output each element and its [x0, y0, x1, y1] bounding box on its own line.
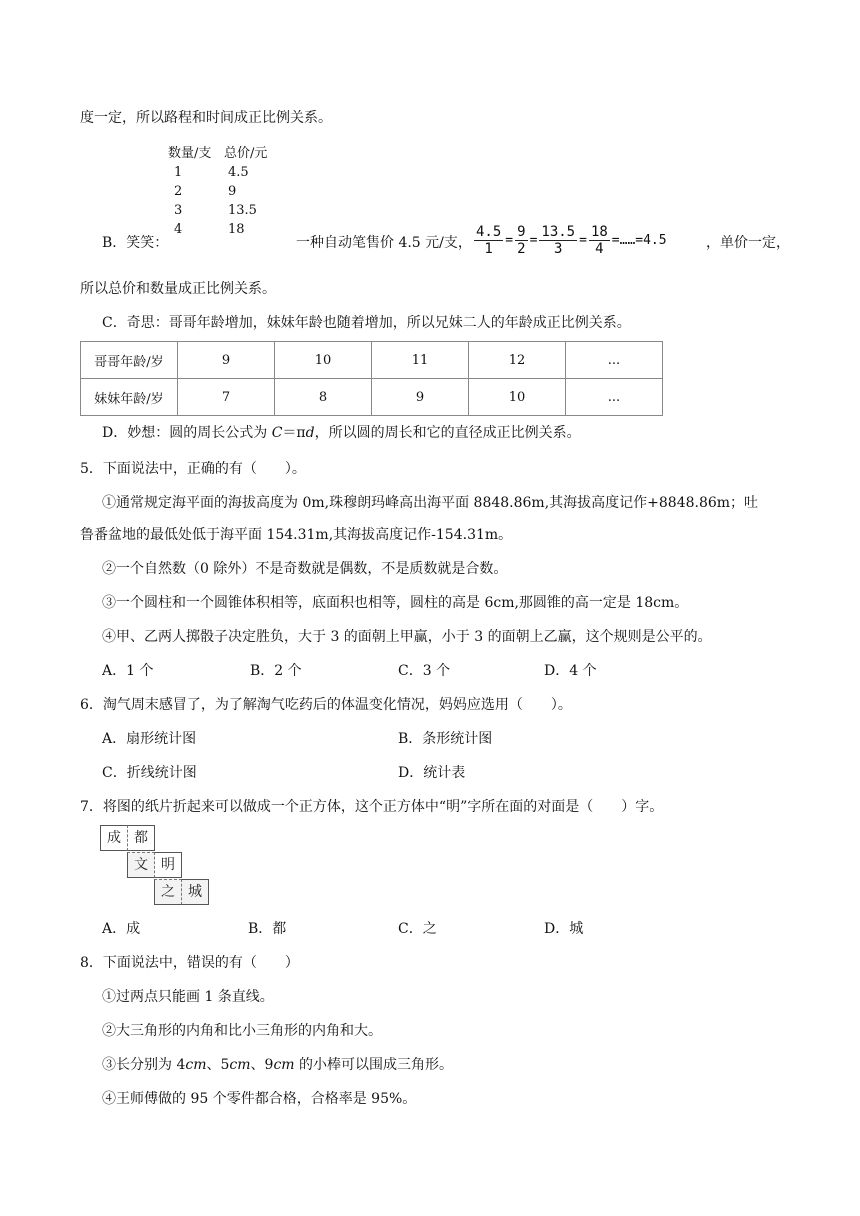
table-cell: 妹妹年龄/岁	[81, 379, 178, 416]
q8-statement-2: ②大三角形的内角和比小三角形的内角和大。	[102, 1023, 382, 1039]
q7-option-c[interactable]: C．之	[398, 921, 437, 937]
price-table-header: 总价/元	[224, 146, 268, 161]
net-face: 明	[154, 852, 182, 878]
question-7-stem: 7．将图的纸片折起来可以做成一个正方体，这个正方体中“明”字所在面的对面是（ ）字。	[80, 799, 664, 815]
net-face: 文	[127, 852, 155, 878]
price-table-cell: 4	[174, 222, 183, 237]
cube-net-figure	[100, 825, 216, 907]
q5-statement-2: ②一个自然数（0 除外）不是奇数就是偶数，不是质数就是合数。	[102, 561, 508, 577]
option-b-prefix: B．笑笑：	[102, 235, 169, 251]
q5-option-b[interactable]: B．2 个	[250, 663, 302, 679]
table-cell: ...	[566, 379, 663, 416]
fraction-chain: $\frac{4.5}{1}$ = $\frac{9}{2}$ = $\frac{13.5}{3}$ = $\frac{18}{4}$ =……=4.5	[476, 224, 667, 257]
option-d-text: D．妙想：圆的周长公式为 C＝πd，所以圆的周长和它的直径成正比例关系。	[102, 425, 581, 441]
price-table-cell: 3	[174, 203, 183, 218]
price-table-header: 数量/支	[168, 146, 212, 161]
price-table	[168, 144, 292, 239]
net-face: 都	[127, 825, 155, 851]
price-table-cell: 2	[174, 184, 183, 199]
fraction-chain-tail: =……=4.5	[611, 233, 667, 248]
age-table	[80, 341, 663, 416]
price-table-cell: 1	[174, 165, 183, 180]
price-table-cell: 4.5	[228, 165, 249, 180]
price-table-cell: 13.5	[228, 203, 257, 218]
table-row	[81, 379, 663, 416]
price-table-cell: 18	[228, 222, 245, 237]
table-cell: 12	[469, 342, 566, 379]
question-5-stem: 5．下面说法中，正确的有（ ）。	[80, 461, 306, 477]
q5-statement-1: ①通常规定海平面的海拔高度为 0m,珠穆朗玛峰高出海平面 8848.86m,其海拔高度记作+8848.86m；吐	[102, 495, 759, 511]
q6-option-b[interactable]: B．条形统计图	[398, 731, 493, 747]
q5-option-a[interactable]: A．1 个	[102, 663, 154, 679]
price-table-cell: 9	[228, 184, 237, 199]
option-c-text: C．奇思：哥哥年龄增加，妹妹年龄也随着增加，所以兄妹二人的年龄成正比例关系。	[102, 315, 631, 331]
table-cell: 哥哥年龄/岁	[81, 342, 178, 379]
q5-statement-1-cont: 鲁番盆地的最低处低于海平面 154.31m,其海拔高度记作-154.31m。	[80, 527, 513, 543]
q8-statement-4: ④王师傅做的 95 个零件都合格，合格率是 95%。	[102, 1091, 417, 1107]
q8-statement-3: ③长分别为 4cm、5cm、9cm 的小棒可以围成三角形。	[102, 1057, 454, 1073]
table-cell: 11	[372, 342, 469, 379]
question-6-stem: 6．淘气周末感冒了，为了解淘气吃药后的体温变化情况，妈妈应选用（ ）。	[80, 697, 572, 713]
carryover-line: 度一定，所以路程和时间成正比例关系。	[80, 110, 332, 126]
q5-option-c[interactable]: C．3 个	[398, 663, 451, 679]
table-cell: 10	[275, 342, 372, 379]
option-b-end: ，单价一定，	[706, 235, 790, 251]
net-face: 成	[100, 825, 128, 851]
q5-statement-3: ③一个圆柱和一个圆锥体积相等，底面积也相等，圆柱的高是 6cm,那圆锥的高一定是 18cm。	[102, 595, 689, 611]
fraction: $\frac{9}{2}$	[517, 224, 526, 257]
fraction: $\frac{18}{4}$	[590, 224, 608, 257]
net-face: 之	[154, 879, 182, 905]
q6-option-d[interactable]: D．统计表	[398, 765, 466, 781]
q7-option-a[interactable]: A．成	[102, 921, 141, 937]
q8-statement-1: ①过两点只能画 1 条直线。	[102, 989, 274, 1005]
fraction: $\frac{4.5}{1}$	[476, 224, 502, 257]
fraction: $\frac{13.5}{3}$	[541, 224, 576, 257]
q6-option-a[interactable]: A．扇形统计图	[102, 731, 197, 747]
table-row	[81, 342, 663, 379]
question-8-stem: 8．下面说法中，错误的有（ ）	[80, 955, 299, 971]
option-b-line2: 所以总价和数量成正比例关系。	[80, 281, 276, 297]
q7-option-d[interactable]: D．城	[544, 921, 584, 937]
option-b-text: 一种自动笔售价 4.5 元/支，	[296, 235, 472, 251]
table-cell: 9	[372, 379, 469, 416]
table-cell: 8	[275, 379, 372, 416]
q5-statement-4: ④甲、乙两人掷骰子决定胜负，大于 3 的面朝上甲赢，小于 3 的面朝上乙赢，这个规则是公平的。	[102, 629, 712, 645]
table-cell: 9	[178, 342, 275, 379]
q6-option-c[interactable]: C．折线统计图	[102, 765, 197, 781]
q5-option-d[interactable]: D．4 个	[544, 663, 597, 679]
table-cell: 7	[178, 379, 275, 416]
table-cell: 10	[469, 379, 566, 416]
table-cell: ...	[566, 342, 663, 379]
q7-option-b[interactable]: B．都	[248, 921, 287, 937]
net-face: 城	[181, 879, 209, 905]
